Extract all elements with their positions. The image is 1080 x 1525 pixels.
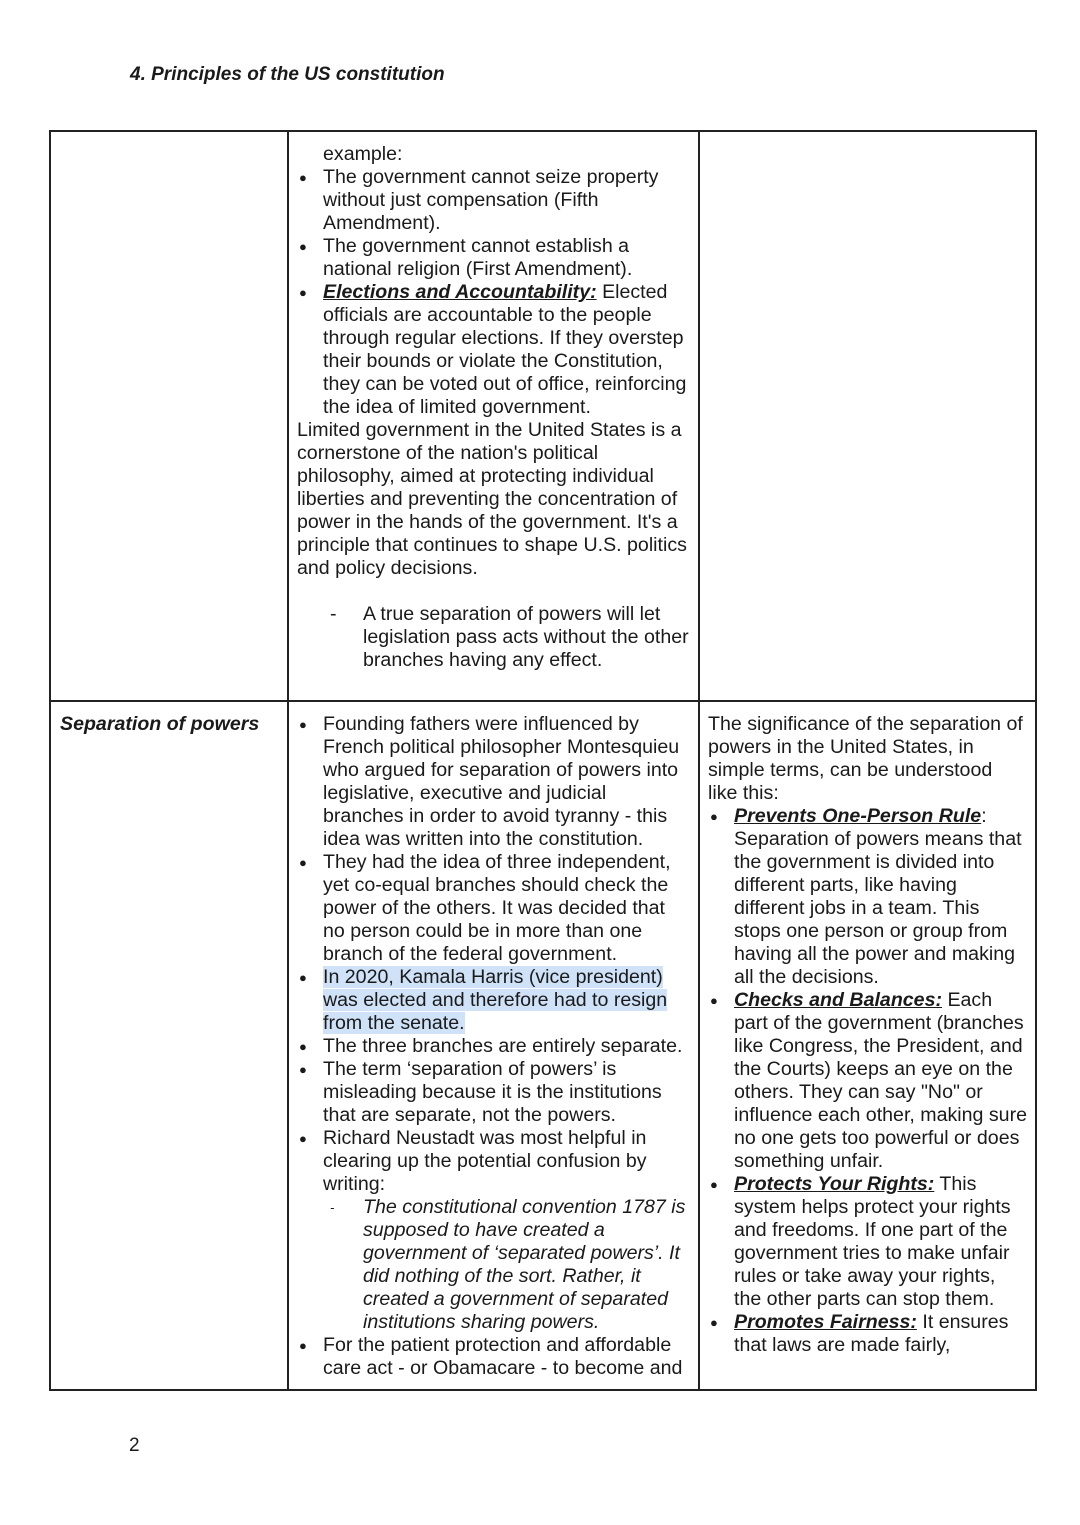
dash-list xyxy=(297,603,690,672)
table-row xyxy=(50,701,1036,1390)
key-term: Prevents One-Person Rule xyxy=(734,805,982,827)
key-term-text: Elected officials are accountable to the people through regular elections. If they overstep their bounds or violate the Constitution, they can be voted out of office, reinforcing the idea of limited government. xyxy=(323,281,687,418)
notes-cell xyxy=(288,701,699,1390)
list-item xyxy=(323,1127,690,1334)
list-item: ● Prevents One-Person Rule: Separation of powers means that the government is divided into different parts, like having different jobs in a team. This stops one person or group from having all the power and making all the decisions. xyxy=(734,805,1027,989)
list-item: ● Protects Your Rights: This system helps protect your rights and freedoms. If one part of the government tries to make unfair rules or take away your rights, the other parts can stop them. xyxy=(734,1173,1027,1311)
significance-intro: The significance of the separation of powers in the United States, in simple terms, can be understood like this: xyxy=(708,713,1023,804)
notes-cell xyxy=(288,131,699,701)
list-item: ● The government cannot establish a national religion (First Amendment). xyxy=(323,235,690,281)
list-item: ● For the patient protection and affordable care act - or Obamacare - to become and xyxy=(323,1334,690,1380)
list-item xyxy=(323,281,690,419)
list-item-text: Richard Neustadt was most helpful in clearing up the potential confusion by writing: xyxy=(323,1127,647,1195)
key-term: Protects Your Rights: xyxy=(734,1173,935,1195)
page-number: 2 xyxy=(129,1435,140,1456)
key-term: Promotes Fairness: xyxy=(734,1311,917,1333)
notes-table xyxy=(49,130,1037,1391)
document-title: 4. Principles of the US constitution xyxy=(130,64,445,85)
list-item: ● They had the idea of three independent, yet co-equal branches should check the power of the others. It was decided that no person could be in more than one branch of the federal government. xyxy=(323,851,690,966)
list-item: - A true separation of powers will let legislation pass acts without the other branches having any effect. xyxy=(363,603,690,672)
list-item: ● Promotes Fairness: It ensures that laws are made fairly, xyxy=(734,1311,1027,1357)
quote-list xyxy=(323,1196,690,1334)
bullet-list xyxy=(297,166,690,419)
list-item: ● Founding fathers were influenced by French political philosopher Montesquieu who argued for separation of powers into legislative, executive and judicial branches in order to avoid tyranny - this idea was written into the constitution. xyxy=(323,713,690,851)
significance-cell xyxy=(699,701,1036,1390)
key-term: Checks and Balances: xyxy=(734,989,943,1011)
row-label-cell: Separation of powers xyxy=(50,701,288,1390)
table-row xyxy=(50,131,1036,701)
lead-text: example: xyxy=(323,143,403,165)
list-item: ● The term ‘separation of powers’ is misleading because it is the institutions that are separate, not the powers. xyxy=(323,1058,690,1127)
neustadt-quote: - The constitutional convention 1787 is supposed to have created a government of ‘separated powers’. It did nothing of the sort. Rather, it created a government of separated institutions sharing powers. xyxy=(363,1196,690,1334)
list-item: ● The three branches are entirely separate. xyxy=(323,1035,690,1058)
highlighted-text: In 2020, Kamala Harris (vice president) was elected and therefore had to resign from the senate. xyxy=(323,966,668,1034)
list-item: ● The government cannot seize property without just compensation (Fifth Amendment). xyxy=(323,166,690,235)
significance-list xyxy=(708,805,1027,1357)
highlighted-list-item xyxy=(323,966,690,1035)
summary-paragraph: Limited government in the United States is a cornerstone of the nation's political philosophy, aimed at protecting individual liberties and preventing the concentration of power in the hands of the government. It's a principle that continues to shape U.S. politics and policy decisions. xyxy=(297,419,687,579)
significance-cell xyxy=(699,131,1036,701)
bullet-list xyxy=(297,713,690,1380)
list-item: ● Checks and Balances: Each part of the government (branches like Congress, the President, and the Courts) keeps an eye on the others. They can say "No" or influence each other, making sure no one gets too powerful or does something unfair. xyxy=(734,989,1027,1173)
row-label-cell xyxy=(50,131,288,701)
key-term: Elections and Accountability: xyxy=(323,281,597,303)
